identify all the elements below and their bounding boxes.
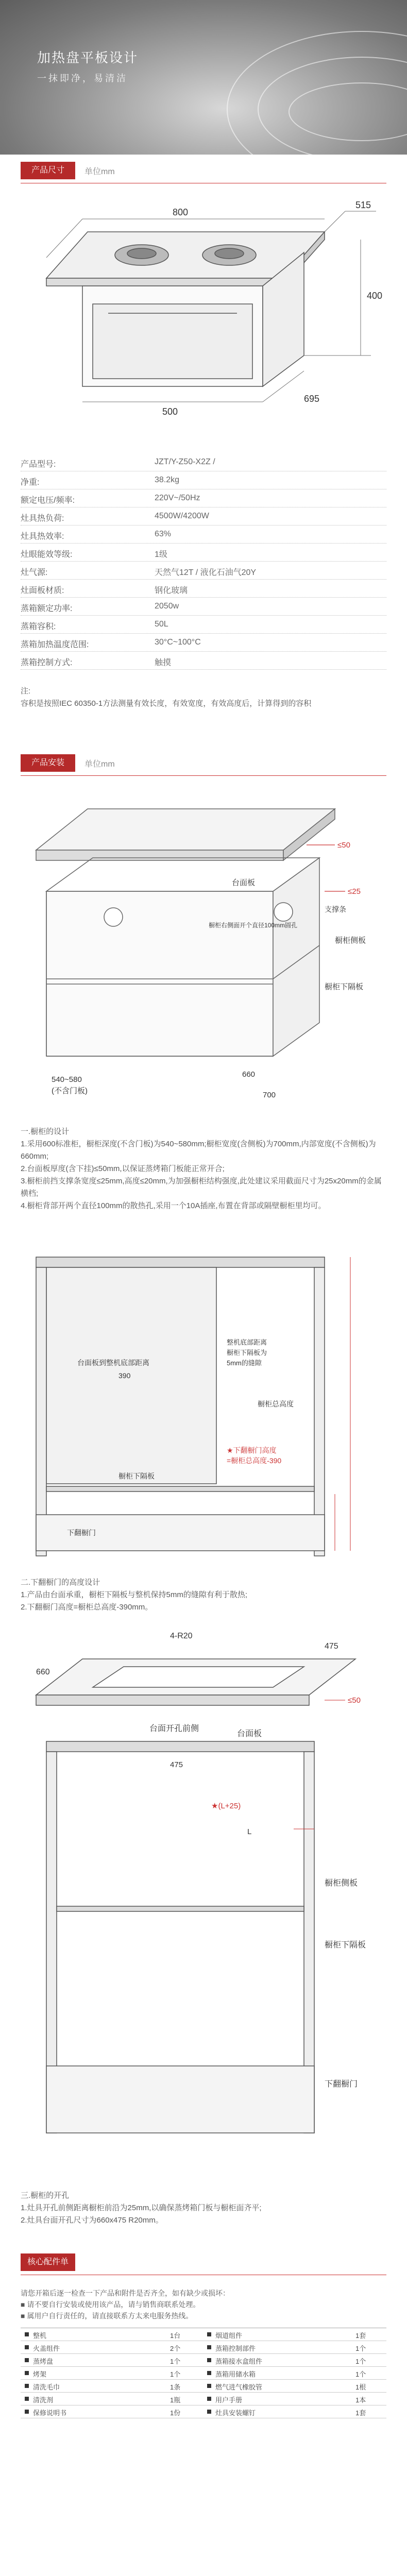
label-total: 橱柜总高度 <box>258 1400 294 1408</box>
spec-key: 额定电压/频率: <box>21 496 75 505</box>
parts-list <box>21 2287 386 2418</box>
label-worktop: 台面板 <box>237 1730 262 1738</box>
dim-515: 515 <box>355 201 371 210</box>
spec-key: 产品型号: <box>21 460 56 469</box>
vent-hole-side <box>274 903 293 921</box>
spec-value: 触摸 <box>155 658 172 667</box>
spec-key: 灶气源: <box>21 568 48 577</box>
parts-row <box>21 2328 386 2341</box>
parts-row <box>21 2367 386 2380</box>
section-tag: 核心配件单 <box>21 2253 75 2271</box>
part-qty: 1个 <box>355 2358 366 2365</box>
label-right-1: 整机底部距离 <box>227 1338 267 1346</box>
size-diagram <box>15 201 392 428</box>
label-shelf: 橱柜下隔板 <box>118 1472 155 1480</box>
label-cabinet-lower: 橱柜下隔板 <box>325 982 364 991</box>
part-qty: 1个 <box>170 2370 181 2378</box>
spec-value: 50L <box>155 620 168 629</box>
dim-475b: 475 <box>170 1760 183 1769</box>
door-design-title: 二.下翻橱门的高度设计 <box>21 1578 100 1587</box>
part-name: 烤架 <box>33 2370 47 2378</box>
steamer-door <box>93 304 252 379</box>
door-design-item: 2.下翻橱门高度=橱柜总高度-390mm。 <box>21 1603 153 1612</box>
burner-right-cap <box>215 248 244 259</box>
spec-row <box>21 453 386 471</box>
bullet-icon <box>25 2410 29 2414</box>
part-qty: 1瓶 <box>170 2396 181 2404</box>
worktop <box>36 809 335 850</box>
spec-value: 4500W/4200W <box>155 512 209 520</box>
spec-key: 灶具热效率: <box>21 532 64 541</box>
spec-value: 天然气12T / 液化石油气20Y <box>155 568 257 577</box>
part-name: 蒸箱用储水箱 <box>215 2370 256 2378</box>
spec-value: 2050w <box>155 602 179 611</box>
label-lower: 橱柜下隔板 <box>325 1941 366 1950</box>
label-right-3: 5mm的缝隙 <box>227 1359 262 1367</box>
cabinet-design-title: 一.橱柜的设计 <box>21 1127 70 1136</box>
bullet-icon <box>25 2345 29 2349</box>
parts-row <box>21 2354 386 2367</box>
label-door-formula: =橱柜总高度-390 <box>227 1456 282 1465</box>
bullet-icon <box>25 2384 29 2388</box>
section-unit: 单位mm <box>84 760 115 769</box>
spec-value: 220V~/50Hz <box>155 494 200 502</box>
parts-intro: ■ 请不要自行安装或使用该产品，请与销售商联系处理。 <box>21 2300 200 2309</box>
hero-banner <box>0 0 407 155</box>
dim-r20: 4-R20 <box>170 1632 193 1640</box>
spec-row <box>21 652 386 670</box>
cutout-item: 2.灶具台面开孔尺寸为660x475 R20mm。 <box>21 2216 163 2225</box>
worktop-section <box>46 1741 314 1752</box>
part-name: 整机 <box>33 2332 47 2340</box>
part-qty: 1台 <box>170 2332 181 2340</box>
dim-L: L <box>247 1827 252 1836</box>
part-name: 清洗剂 <box>33 2396 54 2404</box>
section-header-parts <box>0 2246 407 2277</box>
spec-row <box>21 580 386 598</box>
section-unit: 单位mm <box>84 167 115 176</box>
volume-note <box>21 685 386 710</box>
label-no-door: (不含门板) <box>52 1087 88 1095</box>
spec-key: 蒸箱加热温度范围: <box>21 640 89 649</box>
height-diagram <box>15 1236 392 1566</box>
door-design-text <box>21 1577 386 1614</box>
label-right-2: 橱柜下隔板为 <box>227 1349 267 1357</box>
spec-row <box>21 471 386 489</box>
parts-table <box>21 2328 386 2418</box>
part-qty: 1个 <box>355 2345 366 2352</box>
part-qty: 1条 <box>170 2383 181 2391</box>
parts-row <box>21 2405 386 2418</box>
label-door: 下翻橱门 <box>325 2080 358 2089</box>
dim-700: 700 <box>263 1091 276 1099</box>
spec-row <box>21 598 386 616</box>
cabinet-design-item: 4.橱柜背部开两个直径100mm的散热孔,采用一个10A插座,布置在背部或隔壁橱柜里均可。 <box>21 1201 326 1210</box>
spec-key: 灶具热负荷: <box>21 514 64 523</box>
dim-le50: ≤50 <box>337 841 350 850</box>
dim-le25: ≤25 <box>348 887 361 896</box>
label-door-height: ★下翻橱门高度 <box>227 1446 277 1454</box>
note-title: 注: <box>21 687 31 696</box>
cutout-text <box>21 2190 386 2227</box>
hero-title: 加热盘平板设计 <box>37 50 139 65</box>
lower-door <box>46 2066 314 2133</box>
dim-695: 695 <box>304 394 320 404</box>
spec-row <box>21 507 386 526</box>
part-name: 蒸箱接水盒组件 <box>215 2358 263 2365</box>
section-tag: 产品尺寸 <box>21 162 75 179</box>
door-design-item: 1.产品由台面承重，橱柜下隔板与整机保持5mm的缝隙有利于散热; <box>21 1590 248 1599</box>
bullet-icon <box>207 2384 211 2388</box>
spec-key: 净重: <box>21 478 40 487</box>
part-name: 燃气进气橡胶管 <box>215 2383 263 2391</box>
bullet-icon <box>207 2332 211 2336</box>
cabinet-front <box>46 891 273 1056</box>
part-qty: 1套 <box>355 2332 366 2340</box>
part-name: 火盖组件 <box>33 2345 60 2352</box>
cutout-opening <box>93 1667 304 1687</box>
cabinet-design-text <box>21 1126 386 1212</box>
spec-value: JZT/Y-Z50-X2Z / <box>155 457 215 466</box>
bullet-icon <box>25 2371 29 2375</box>
dim-660: 660 <box>36 1668 50 1676</box>
cabinet-design-item: 3.橱柜前挡支撑条宽度≤25mm,高度≤20mm,为加强橱柜结构强度,此处建议采用截面尺寸为25x20mm的金属横档; <box>21 1177 382 1198</box>
parts-row <box>21 2341 386 2354</box>
bullet-icon <box>25 2358 29 2362</box>
dim-400: 400 <box>367 291 383 301</box>
cabinet-design-item: 2.台面板厚度(含下挂)≤50mm,以保证蒸烤箱门板能正常开合; <box>21 1164 225 1173</box>
spec-key: 蒸箱额定功率: <box>21 604 73 613</box>
spec-value: 1级 <box>155 550 167 559</box>
part-qty: 1份 <box>170 2409 181 2417</box>
spec-value: 30°C~100°C <box>155 638 201 647</box>
section-header-install <box>0 747 407 778</box>
part-qty: 1本 <box>355 2396 366 2404</box>
part-name: 烟道组件 <box>215 2332 243 2340</box>
spec-row <box>21 489 386 507</box>
lower-shelf <box>46 1486 314 1492</box>
spec-row <box>21 634 386 652</box>
burner-left-cap <box>127 248 156 259</box>
part-qty: 1套 <box>355 2409 366 2417</box>
label-side: 橱柜侧板 <box>325 1879 358 1888</box>
part-name: 蒸箱控制部件 <box>215 2345 256 2352</box>
cutout-item: 1.灶具开孔前侧距离橱柜前沿为25mm,以确保蒸烤箱门板与橱柜面齐平; <box>21 2204 262 2212</box>
dim-660: 660 <box>242 1070 256 1079</box>
lower-shelf <box>57 1906 304 1911</box>
dim-540-580: 540~580 <box>52 1075 82 1084</box>
label-left-value: 390 <box>118 1371 131 1380</box>
spec-value: 钢化玻璃 <box>155 586 188 595</box>
cabinet-design-item: 1.采用600标准柜，橱柜深度(不含门板)为540~580mm;橱柜宽度(含侧板)为700mm,内部宽度(不含侧板)为660mm; <box>21 1140 376 1161</box>
spec-value: 38.2kg <box>155 476 180 484</box>
part-name: 清洗毛巾 <box>33 2383 60 2391</box>
bullet-icon <box>25 2397 29 2401</box>
label-support: 支撑条 <box>325 905 346 913</box>
label-worktop: 台面板 <box>232 878 256 887</box>
parts-intro: ■ 属用户自行责任的，请直接联系方太来电服务热线。 <box>21 2312 193 2320</box>
spec-row <box>21 562 386 580</box>
worktop <box>36 1257 325 1267</box>
spec-value: 63% <box>155 530 172 538</box>
bullet-icon <box>207 2410 211 2414</box>
bullet-icon <box>207 2345 211 2349</box>
note-text: 容积是按照IEC 60350-1方法测量有效长度，有效宽度，有效高度后，计算得到的容积 <box>21 699 312 708</box>
section-tag: 产品安装 <box>21 754 75 772</box>
part-name: 蒸烤盘 <box>33 2358 54 2365</box>
cutout-diagram <box>15 1628 392 2174</box>
bullet-icon <box>207 2358 211 2362</box>
dim-475: 475 <box>325 1642 338 1651</box>
stove-edge <box>46 278 283 286</box>
spec-key: 灶眼能效等级: <box>21 550 73 559</box>
appliance-section <box>46 1267 216 1484</box>
section-rule <box>21 775 386 776</box>
part-qty: 1根 <box>355 2383 366 2391</box>
part-qty: 2个 <box>170 2345 181 2352</box>
bullet-icon <box>25 2332 29 2336</box>
parts-row <box>21 2393 386 2405</box>
parts-intro: 请您开箱后逐一检查一下产品和附件是否齐全，如有缺少或损坏： <box>21 2289 230 2297</box>
spec-table <box>21 453 386 670</box>
dim-500: 500 <box>162 406 178 417</box>
cabinet-side <box>273 858 319 1056</box>
cabinet-install-diagram <box>15 788 392 1108</box>
label-door: 下翻橱门 <box>67 1529 96 1537</box>
dim-le50: ≤50 <box>348 1696 361 1705</box>
spec-key: 灶面板材质: <box>21 586 64 595</box>
label-side-hole: 橱柜右侧面开个直径100mm圆孔 <box>209 922 298 929</box>
part-name: 保修说明书 <box>33 2409 67 2417</box>
label-front: 台面开孔前侧 <box>149 1724 199 1733</box>
label-cabinet-side: 橱柜侧板 <box>335 936 366 945</box>
part-qty: 1个 <box>355 2370 366 2378</box>
bullet-icon <box>207 2397 211 2401</box>
parts-row <box>21 2380 386 2393</box>
part-name: 灶具安装螺钉 <box>215 2409 256 2417</box>
part-qty: 1个 <box>170 2358 181 2365</box>
hero-subtitle: 一抹即净，易清洁 <box>37 73 128 83</box>
vent-hole-back <box>104 908 123 926</box>
spec-key: 蒸箱控制方式: <box>21 658 73 667</box>
bullet-icon <box>207 2371 211 2375</box>
cutout-title: 三.橱柜的开孔 <box>21 2191 70 2200</box>
spec-key: 蒸箱容积: <box>21 622 56 631</box>
dim-800: 800 <box>172 207 189 217</box>
section-header-size <box>0 155 407 185</box>
part-name: 用户手册 <box>215 2396 243 2404</box>
dim-l25: ★(L+25) <box>211 1802 241 1810</box>
spec-row <box>21 526 386 544</box>
spec-row <box>21 544 386 562</box>
label-left: 台面板到整机底部距离 <box>77 1359 149 1367</box>
spec-row <box>21 616 386 634</box>
